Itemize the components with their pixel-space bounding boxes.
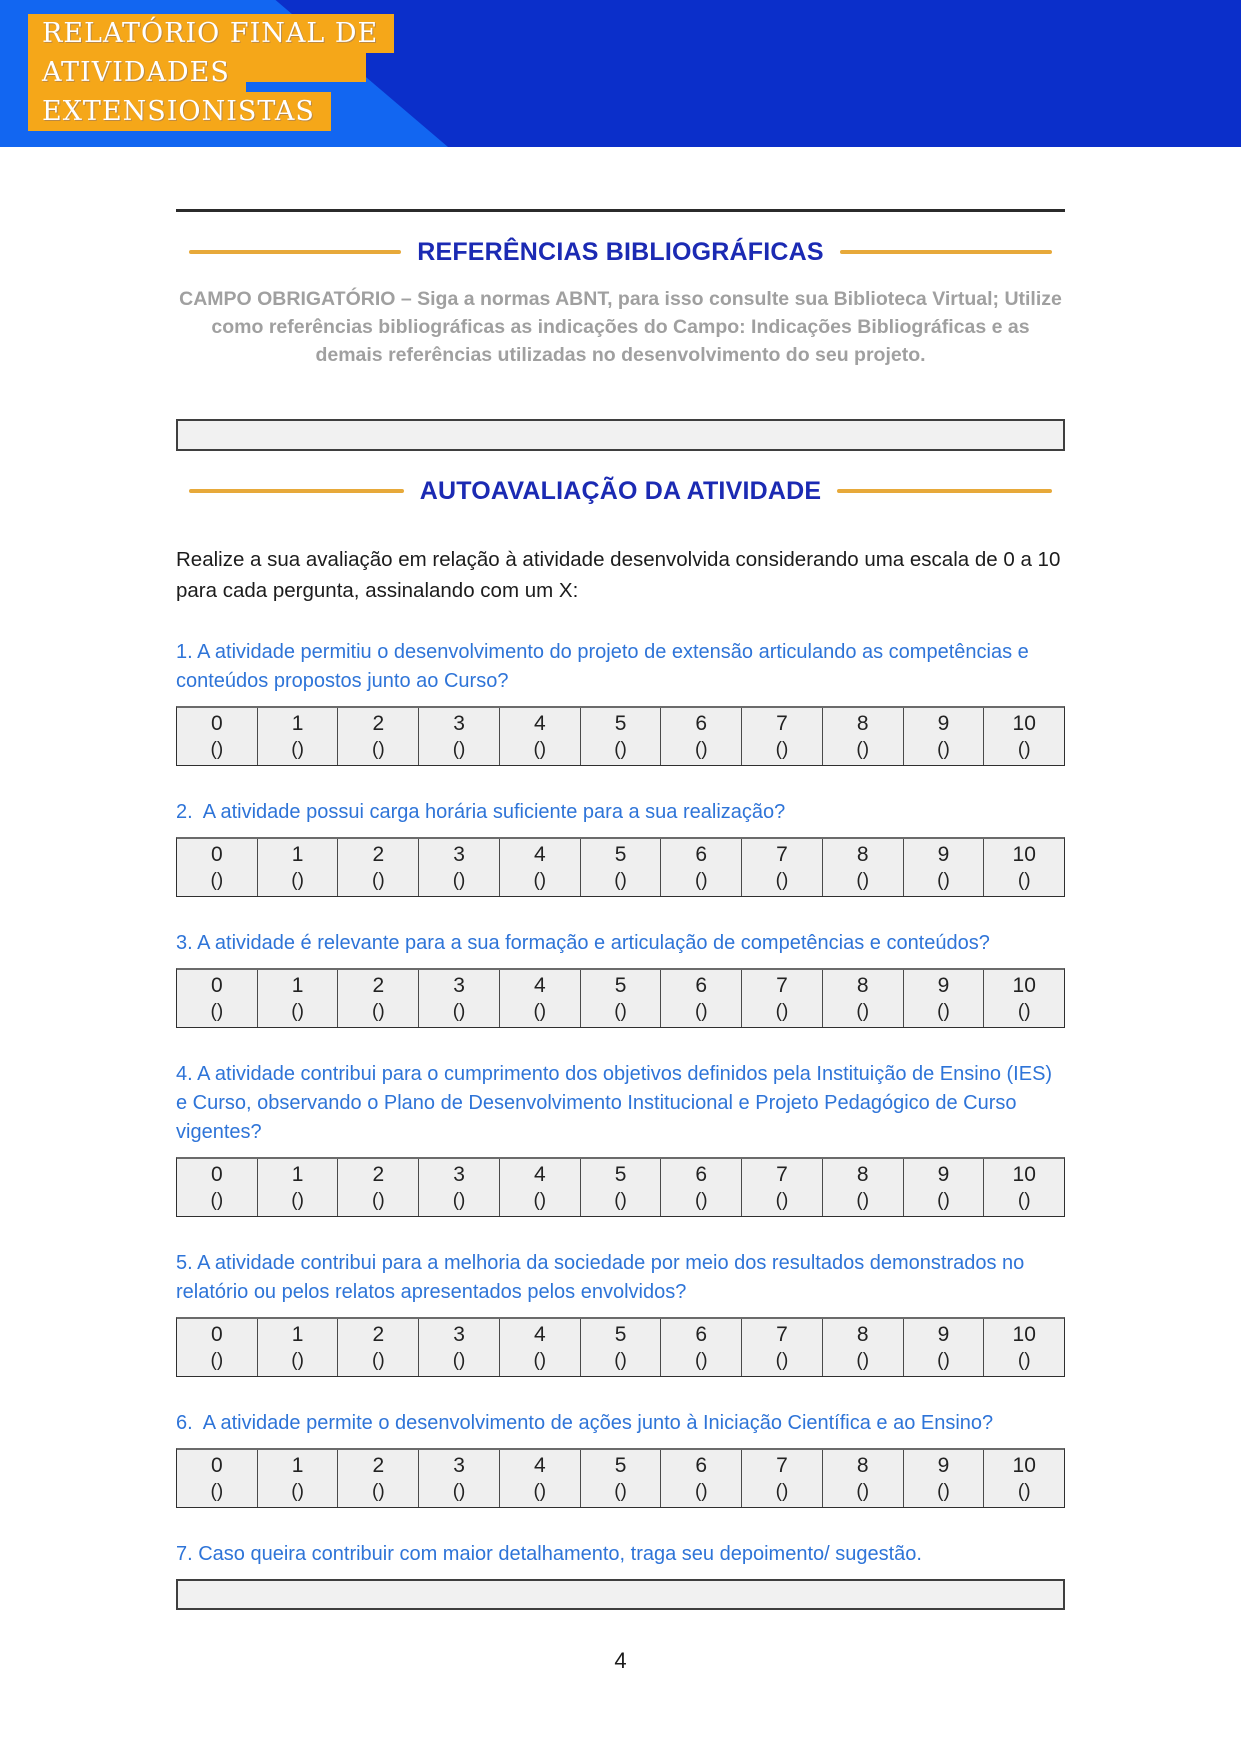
scale-cell-q6-1[interactable] (258, 1450, 339, 1507)
scale-cell-q6-8[interactable] (823, 1450, 904, 1507)
scale-cell-q6-10[interactable] (984, 1450, 1064, 1507)
scale-value: 2 (372, 1453, 385, 1477)
rating-scale-question-2 (176, 837, 1065, 897)
scale-value: 4 (533, 1162, 546, 1186)
top-divider-line (176, 209, 1065, 212)
scale-value: 0 (211, 711, 223, 735)
scale-cell-q6-6[interactable] (661, 1450, 742, 1507)
scale-cell-q6-3[interactable] (419, 1450, 500, 1507)
scale-cell-q6-0[interactable] (177, 1450, 258, 1507)
report-title-line-1: RELATÓRIO FINAL DE (28, 14, 394, 53)
references-section-heading: REFERÊNCIAS BIBLIOGRÁFICAS (417, 237, 824, 266)
scale-value: 5 (614, 1453, 627, 1477)
scale-option-mark: () (937, 1349, 950, 1371)
scale-option-mark: () (533, 1000, 547, 1022)
scale-option-mark: () (856, 869, 870, 891)
scale-value: 9 (937, 711, 950, 735)
scale-option-mark: () (856, 1189, 870, 1211)
scale-cell-q6-2[interactable] (338, 1450, 419, 1507)
scale-option-mark: () (452, 738, 466, 760)
scale-option-mark: () (694, 1000, 708, 1022)
scale-cell-q3-10[interactable] (984, 970, 1064, 1027)
scale-option-mark: () (614, 738, 627, 760)
scale-cell-q3-9[interactable] (904, 970, 985, 1027)
scale-option-mark: () (210, 1349, 224, 1371)
scale-value: 8 (856, 1322, 869, 1346)
scale-cell-q3-4[interactable] (500, 970, 581, 1027)
scale-cell-q4-5[interactable] (581, 1159, 662, 1216)
scale-value: 6 (695, 711, 708, 735)
gold-line-right (837, 489, 1052, 493)
scale-value: 10 (1012, 711, 1036, 735)
scale-option-mark: () (775, 1480, 789, 1502)
scale-option-mark: () (291, 1480, 304, 1502)
scale-option-mark: () (291, 1189, 304, 1211)
scale-cell-q1-2[interactable] (338, 708, 419, 765)
form-page-content (176, 209, 1065, 1674)
scale-option-mark: () (614, 869, 627, 891)
scale-option-mark: () (614, 1189, 627, 1211)
scale-cell-q3-0[interactable] (177, 970, 258, 1027)
scale-cell-q3-2[interactable] (338, 970, 419, 1027)
scale-value: 6 (695, 842, 708, 866)
rating-scale-question-4 (176, 1157, 1065, 1217)
scale-value: 0 (211, 1453, 223, 1477)
scale-cell-q1-9[interactable] (904, 708, 985, 765)
scale-option-mark: () (775, 1000, 789, 1022)
scale-cell-q6-7[interactable] (742, 1450, 823, 1507)
scale-value: 8 (856, 1453, 869, 1477)
question-text-5: 5. A atividade contribui para a melhoria da sociedade por meio dos resultados demonstrados no relatório ou pelos relatos apresentados pelos envolvidos? (176, 1251, 1030, 1303)
references-input[interactable] (176, 419, 1065, 451)
scale-option-mark: () (210, 1189, 224, 1211)
scale-value: 0 (211, 842, 223, 866)
scale-cell-q2-7[interactable] (742, 839, 823, 896)
scale-value: 7 (776, 973, 788, 997)
scale-cell-q4-6[interactable] (661, 1159, 742, 1216)
scale-value: 8 (856, 973, 869, 997)
scale-value: 9 (937, 1453, 950, 1477)
rating-scale-question-3 (176, 968, 1065, 1028)
scale-option-mark: () (452, 869, 466, 891)
scale-value: 3 (453, 973, 465, 997)
scale-value: 4 (533, 973, 546, 997)
page-number: 4 (614, 1647, 627, 1673)
scale-cell-q5-3[interactable] (419, 1319, 500, 1376)
scale-value: 0 (211, 1162, 223, 1186)
scale-cell-q5-0[interactable] (177, 1319, 258, 1376)
scale-value: 2 (372, 1162, 385, 1186)
scale-cell-q5-10[interactable] (984, 1319, 1064, 1376)
scale-cell-q5-7[interactable] (742, 1319, 823, 1376)
scale-option-mark: () (775, 1349, 789, 1371)
scale-value: 7 (776, 1162, 788, 1186)
scale-value: 8 (856, 1162, 869, 1186)
scale-option-mark: () (937, 738, 950, 760)
scale-cell-q2-10[interactable] (984, 839, 1064, 896)
scale-option-mark: () (533, 738, 547, 760)
scale-option-mark: () (452, 1189, 466, 1211)
section-title-self-evaluation (189, 477, 1052, 506)
scale-option-mark: () (1017, 1189, 1031, 1211)
scale-option-mark: () (291, 869, 304, 891)
question-text-2: 2. A atividade possui carga horária suficiente para a sua realização? (176, 800, 786, 823)
scale-value: 3 (453, 1162, 465, 1186)
scale-value: 6 (695, 1162, 708, 1186)
scale-cell-q5-1[interactable] (258, 1319, 339, 1376)
scale-value: 2 (372, 973, 385, 997)
scale-value: 3 (453, 1322, 465, 1346)
scale-value: 5 (614, 1162, 627, 1186)
scale-option-mark: () (372, 1189, 385, 1211)
scale-cell-q1-0[interactable] (177, 708, 258, 765)
scale-option-mark: () (452, 1349, 466, 1371)
scale-value: 8 (856, 842, 869, 866)
questions-container (176, 638, 1065, 1610)
scale-option-mark: () (210, 738, 224, 760)
scale-option-mark: () (372, 738, 385, 760)
scale-value: 9 (937, 1322, 950, 1346)
scale-value: 5 (614, 973, 627, 997)
scale-cell-q4-10[interactable] (984, 1159, 1064, 1216)
scale-cell-q2-5[interactable] (581, 839, 662, 896)
scale-value: 4 (533, 1453, 546, 1477)
scale-value: 2 (372, 842, 385, 866)
scale-option-mark: () (937, 869, 950, 891)
scale-cell-q2-2[interactable] (338, 839, 419, 896)
scale-cell-q2-8[interactable] (823, 839, 904, 896)
scale-value: 10 (1012, 1162, 1036, 1186)
scale-cell-q3-6[interactable] (661, 970, 742, 1027)
scale-cell-q4-8[interactable] (823, 1159, 904, 1216)
scale-option-mark: () (533, 1189, 547, 1211)
scale-option-mark: () (694, 1189, 708, 1211)
scale-option-mark: () (372, 869, 385, 891)
scale-value: 1 (291, 1162, 304, 1186)
scale-cell-q1-3[interactable] (419, 708, 500, 765)
scale-option-mark: () (533, 1349, 547, 1371)
gold-line-left (189, 250, 401, 254)
scale-value: 5 (614, 1322, 627, 1346)
scale-cell-q3-8[interactable] (823, 970, 904, 1027)
self-evaluation-section-heading: AUTOAVALIAÇÃO DA ATIVIDADE (419, 476, 822, 505)
scale-option-mark: () (210, 1480, 224, 1502)
page-header (0, 0, 1241, 147)
scale-value: 3 (453, 1453, 465, 1477)
scale-value: 10 (1012, 842, 1036, 866)
scale-option-mark: () (452, 1000, 466, 1022)
scale-value: 6 (695, 1453, 708, 1477)
scale-option-mark: () (291, 1349, 304, 1371)
scale-value: 8 (856, 711, 869, 735)
scale-value: 3 (453, 842, 465, 866)
scale-option-mark: () (856, 738, 870, 760)
scale-cell-q4-1[interactable] (258, 1159, 339, 1216)
scale-option-mark: () (694, 1480, 708, 1502)
scale-option-mark: () (856, 1000, 870, 1022)
scale-cell-q3-7[interactable] (742, 970, 823, 1027)
rating-scale-question-6 (176, 1448, 1065, 1508)
gold-line-left (189, 489, 404, 493)
scale-value: 7 (776, 711, 788, 735)
scale-option-mark: () (1017, 1349, 1031, 1371)
question-text-4: 4. A atividade contribui para o cumprimento dos objetivos definidos pela Instituição de Ensino (IES) e Curso, observando o Plano de Desenvolvimento Institucional e Projeto Pedagógico de Curso vigentes? (176, 1062, 1058, 1143)
scale-option-mark: () (937, 1000, 950, 1022)
scale-cell-q3-3[interactable] (419, 970, 500, 1027)
scale-option-mark: () (1017, 1480, 1031, 1502)
scale-option-mark: () (614, 1000, 627, 1022)
scale-cell-q2-0[interactable] (177, 839, 258, 896)
scale-option-mark: () (694, 869, 708, 891)
scale-value: 3 (453, 711, 465, 735)
scale-option-mark: () (694, 738, 708, 760)
scale-cell-q1-4[interactable] (500, 708, 581, 765)
scale-option-mark: () (1017, 1000, 1031, 1022)
report-title-banner (28, 14, 394, 131)
scale-cell-q4-7[interactable] (742, 1159, 823, 1216)
scale-cell-q3-1[interactable] (258, 970, 339, 1027)
gold-line-right (840, 250, 1052, 254)
scale-option-mark: () (1017, 738, 1031, 760)
scale-value: 7 (776, 1453, 788, 1477)
scale-value: 0 (211, 1322, 223, 1346)
scale-value: 6 (695, 1322, 708, 1346)
scale-option-mark: () (533, 869, 547, 891)
scale-value: 2 (372, 1322, 385, 1346)
scale-option-mark: () (775, 738, 789, 760)
scale-option-mark: () (372, 1480, 385, 1502)
scale-value: 1 (291, 973, 304, 997)
scale-cell-q4-9[interactable] (904, 1159, 985, 1216)
scale-option-mark: () (291, 738, 304, 760)
section-title-references (189, 238, 1052, 267)
scale-option-mark: () (210, 869, 224, 891)
scale-value: 10 (1012, 1322, 1036, 1346)
scale-value: 5 (614, 711, 627, 735)
scale-option-mark: () (856, 1349, 870, 1371)
scale-option-mark: () (856, 1480, 870, 1502)
scale-value: 1 (291, 842, 304, 866)
scale-option-mark: () (1017, 869, 1031, 891)
question-7-input[interactable] (176, 1579, 1065, 1610)
scale-option-mark: () (937, 1480, 950, 1502)
scale-value: 0 (211, 973, 223, 997)
report-title-line-2: ATIVIDADES (28, 53, 246, 92)
scale-cell-q6-9[interactable] (904, 1450, 985, 1507)
scale-value: 4 (533, 842, 546, 866)
scale-value: 7 (776, 842, 788, 866)
question-text-3: 3. A atividade é relevante para a sua formação e articulação de competências e conteúdos? (176, 931, 990, 954)
scale-cell-q5-9[interactable] (904, 1319, 985, 1376)
scale-option-mark: () (937, 1189, 950, 1211)
scale-cell-q4-4[interactable] (500, 1159, 581, 1216)
scale-cell-q5-6[interactable] (661, 1319, 742, 1376)
scale-cell-q5-2[interactable] (338, 1319, 419, 1376)
scale-value: 2 (372, 711, 385, 735)
scale-value: 1 (291, 711, 304, 735)
scale-option-mark: () (372, 1000, 385, 1022)
scale-cell-q5-8[interactable] (823, 1319, 904, 1376)
rating-scale-question-5 (176, 1317, 1065, 1377)
scale-value: 10 (1012, 1453, 1036, 1477)
scale-option-mark: () (614, 1349, 627, 1371)
scale-option-mark: () (614, 1480, 627, 1502)
scale-option-mark: () (372, 1349, 385, 1371)
scale-value: 1 (291, 1322, 304, 1346)
scale-cell-q2-1[interactable] (258, 839, 339, 896)
question-text-6: 6. A atividade permite o desenvolvimento de ações junto à Iniciação Científica e ao Ensino? (176, 1411, 994, 1434)
self-evaluation-intro: Realize a sua avaliação em relação à atividade desenvolvida considerando uma escala de 0 a 10 para cada pergunta, assinalando com um X: (176, 547, 1061, 602)
scale-option-mark: () (291, 1000, 304, 1022)
rating-scale-question-1 (176, 706, 1065, 766)
scale-cell-q2-3[interactable] (419, 839, 500, 896)
scale-value: 5 (614, 842, 627, 866)
scale-value: 7 (776, 1322, 788, 1346)
scale-value: 4 (533, 1322, 546, 1346)
scale-option-mark: () (775, 869, 789, 891)
scale-option-mark: () (533, 1480, 547, 1502)
scale-cell-q2-4[interactable] (500, 839, 581, 896)
scale-cell-q1-8[interactable] (823, 708, 904, 765)
scale-value: 9 (937, 973, 950, 997)
scale-cell-q1-6[interactable] (661, 708, 742, 765)
scale-cell-q1-7[interactable] (742, 708, 823, 765)
scale-cell-q1-1[interactable] (258, 708, 339, 765)
scale-cell-q3-5[interactable] (581, 970, 662, 1027)
scale-cell-q4-2[interactable] (338, 1159, 419, 1216)
question-text-1: 1. A atividade permitiu o desenvolvimento do projeto de extensão articulando as competências e conteúdos propostos junto ao Curso? (176, 640, 1035, 692)
scale-cell-q6-5[interactable] (581, 1450, 662, 1507)
scale-value: 6 (695, 973, 708, 997)
scale-value: 9 (937, 842, 950, 866)
scale-value: 4 (533, 711, 546, 735)
report-title-line-3: EXTENSIONISTAS (28, 92, 331, 131)
scale-cell-q2-9[interactable] (904, 839, 985, 896)
scale-cell-q5-4[interactable] (500, 1319, 581, 1376)
scale-option-mark: () (452, 1480, 466, 1502)
scale-option-mark: () (210, 1000, 224, 1022)
scale-value: 1 (291, 1453, 304, 1477)
scale-cell-q2-6[interactable] (661, 839, 742, 896)
scale-value: 10 (1012, 973, 1036, 997)
scale-cell-q5-5[interactable] (581, 1319, 662, 1376)
scale-cell-q4-0[interactable] (177, 1159, 258, 1216)
scale-option-mark: () (775, 1189, 789, 1211)
references-instructions: CAMPO OBRIGATÓRIO – Siga a normas ABNT, para isso consulte sua Biblioteca Virtual; Utilize como referências bibliográficas as indicações do Campo: Indicações Bibliográficas e as demais referências utilizadas no desenvolvimento do seu projeto. (179, 287, 1062, 366)
scale-cell-q1-5[interactable] (581, 708, 662, 765)
scale-cell-q4-3[interactable] (419, 1159, 500, 1216)
scale-cell-q6-4[interactable] (500, 1450, 581, 1507)
scale-option-mark: () (694, 1349, 708, 1371)
scale-value: 9 (937, 1162, 950, 1186)
scale-cell-q1-10[interactable] (984, 708, 1064, 765)
question-text-7: 7. Caso queira contribuir com maior detalhamento, traga seu depoimento/ sugestão. (176, 1542, 922, 1565)
